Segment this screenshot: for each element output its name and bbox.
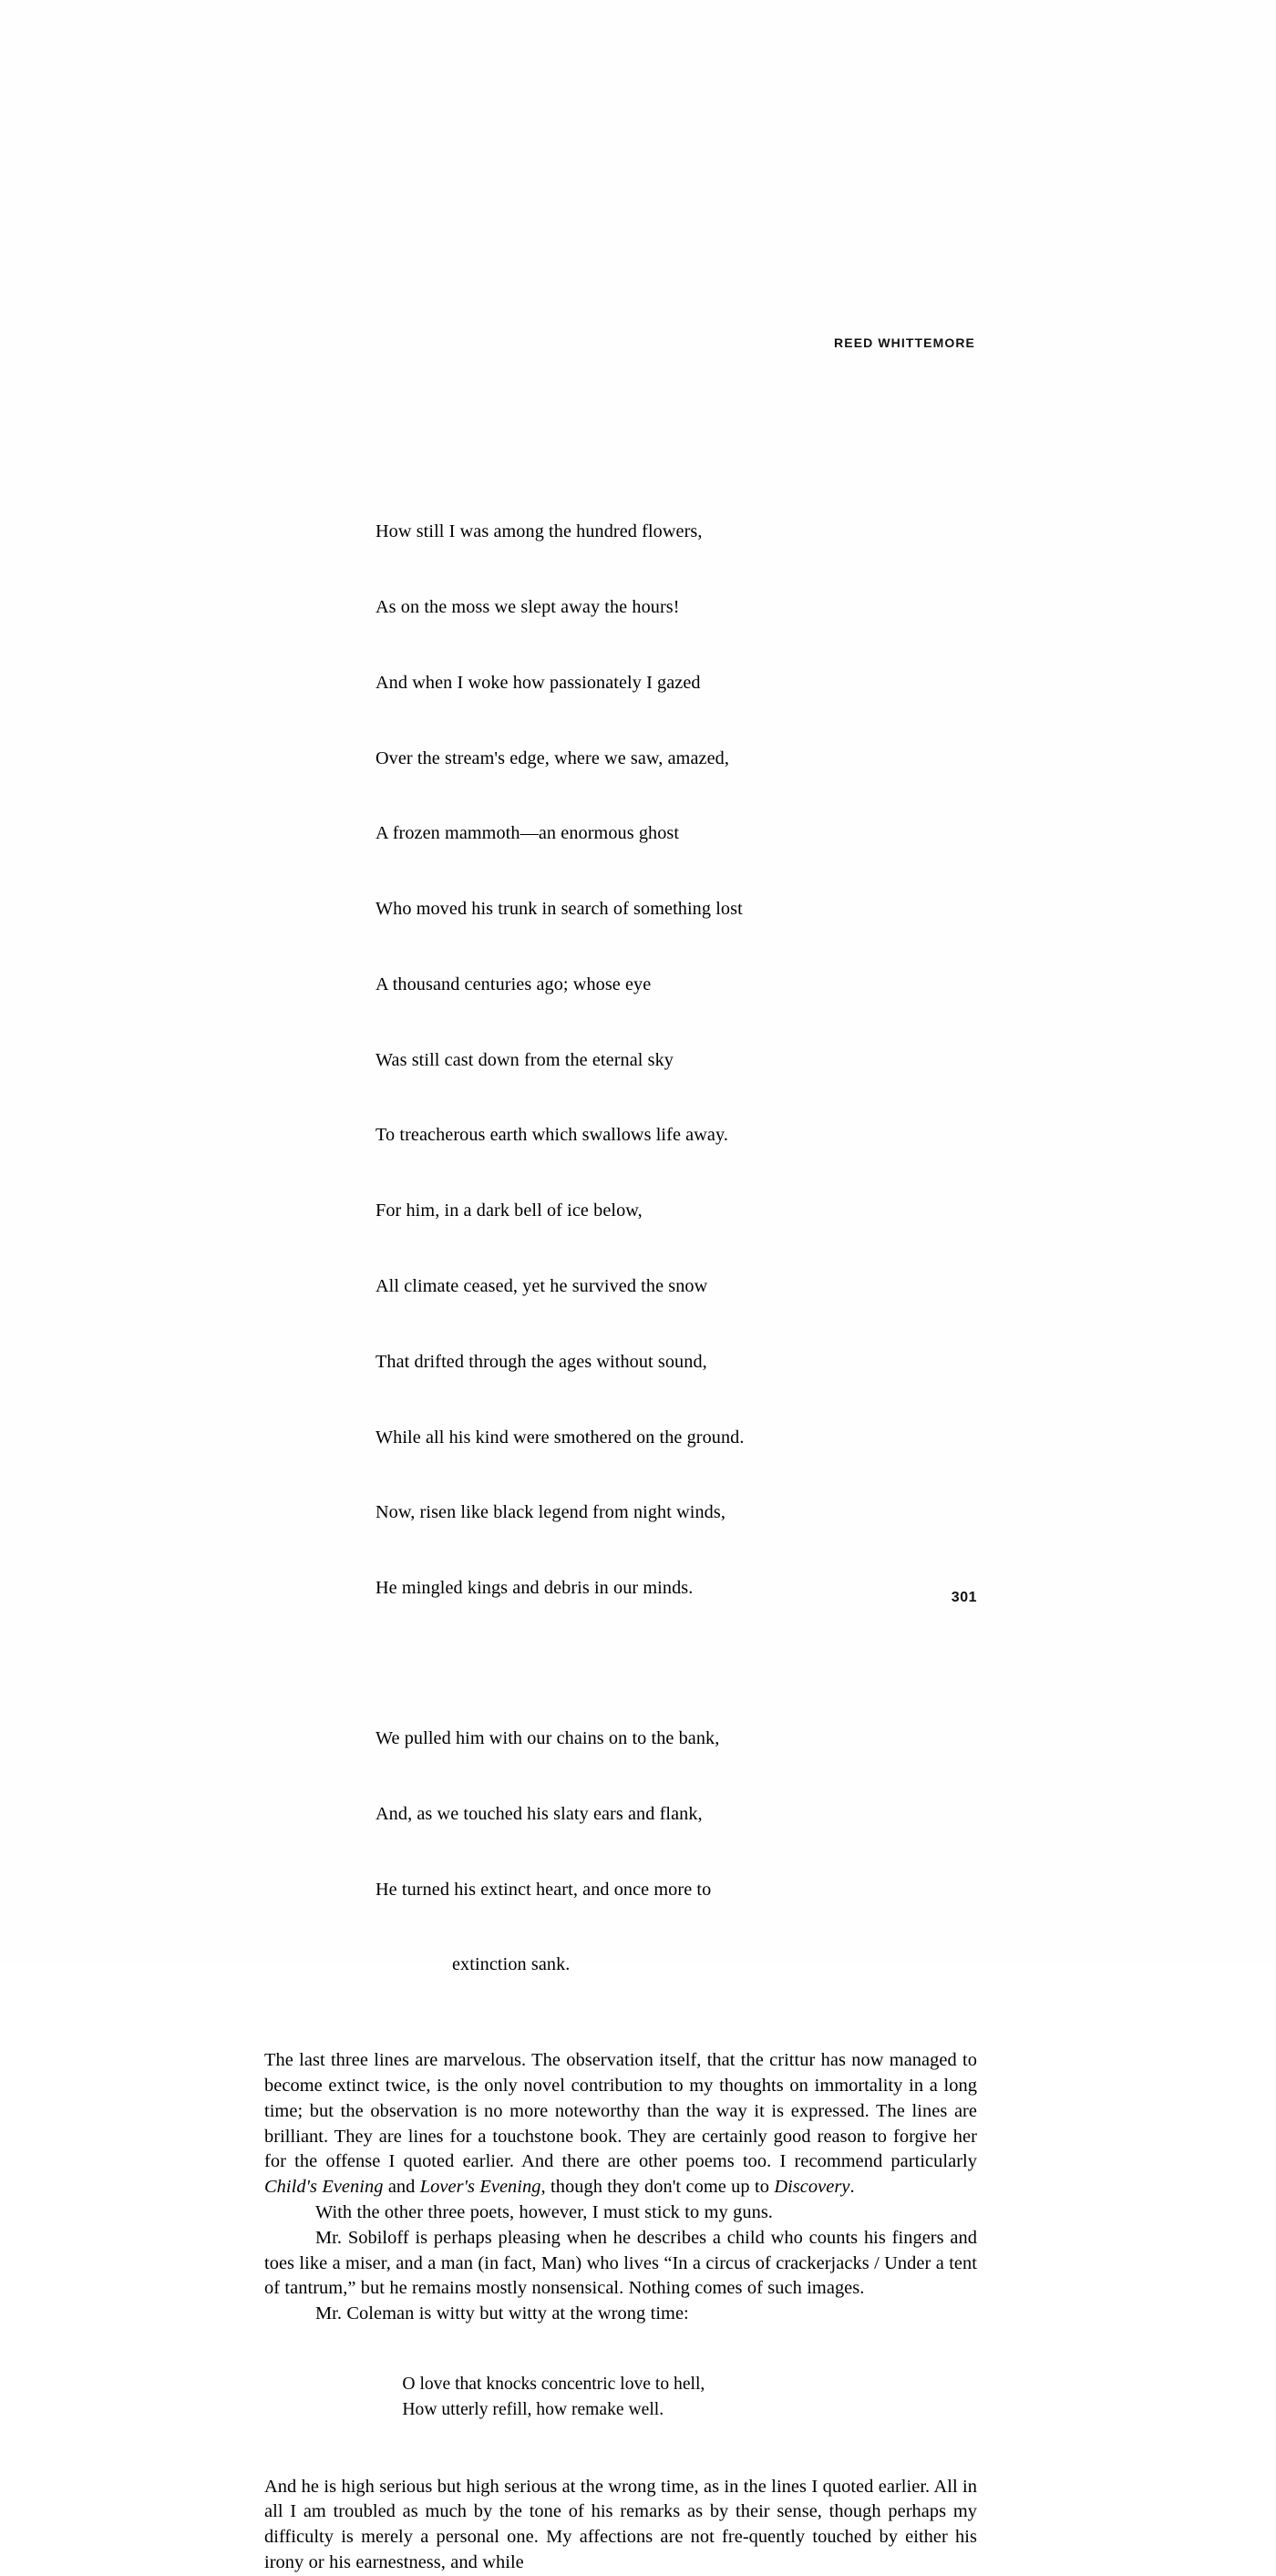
paragraph-marvelous-lines [264,2048,977,2200]
poem-title-discovery: Discovery [774,2177,850,2198]
poem-line: To treacherous earth which swallows life away. [376,1125,728,1146]
poem-line: Who moved his trunk in search of something lost [376,899,743,920]
poem-stanza-1 [264,469,977,1652]
poem-line: That drifted through the ages without sound, [376,1351,707,1372]
prose-run: and [383,2177,420,2198]
poem-title-lovers-evening: Lover's Evening [419,2177,541,2198]
poem-title-childs-evening: Child's Evening [264,2177,384,2198]
poem-line: Now, risen like black legend from night winds, [376,1502,725,1523]
poem-line: All climate ceased, yet he survived the snow [376,1276,708,1296]
poem-line: While all his kind were smothered on the ground. [376,1427,745,1448]
poem-line-final: extinction sank. [452,1954,571,1975]
poem-line: He mingled kings and debris in our minds. [376,1578,694,1599]
poem-line: We pulled him with our chains on to the bank, [376,1728,720,1749]
stanza-gap [264,1652,977,1676]
poem-line: A thousand centuries ago; whose eye [376,974,652,994]
text-column [264,469,977,2576]
block-gap [264,2028,977,2048]
poem-line: He turned his extinct heart, and once more to [376,1879,712,1900]
page-number: 301 [951,1590,977,1605]
quote-line: O love that knocks concentric love to hell, [402,2375,705,2395]
paragraph-high-serious: And he is high serious but high serious at the wrong time, as in the lines I quoted earlier. All in all I am troubled as much by the tone of his remarks as by their sense, though perhaps my difficulty is merely a personal one. My affections are not fre-quently touched by either his irony or his earnestness, and while [264,2476,977,2572]
poem-line: And when I woke how passionately I gazed [376,672,701,693]
poem-line: Over the stream's edge, where we saw, amazed, [376,747,729,768]
poem-line: Was still cast down from the eternal sky [376,1049,674,1070]
poem-line: And, as we touched his slaty ears and flank, [376,1803,703,1824]
block-gap [264,2447,977,2475]
block-gap [264,2327,977,2347]
prose-run: . [849,2177,855,2198]
poem-line: A frozen mammoth—an enormous ghost [376,823,680,844]
paragraph-sobiloff: Mr. Sobiloff is perhaps pleasing when he describes a child who counts his fingers and toes like a miser, and a man (in fact, Man) who lives “In a circus of crackerjacks / Under a tent of tantrum,” but he remains mostly nonsensical. Nothing comes of such images. [264,2227,977,2299]
poem-line: How still I was among the hundred flowers, [376,521,703,542]
coleman-quoted-verse [264,2347,977,2447]
prose-run: , though they don't come up to [540,2177,775,2198]
prose-run: The last three lines are marvelous. The observation itself, that the crittur has now managed to become extinct twice, is the only novel contribution to my thoughts on immortality in a long time; but the observation is no more noteworthy than the way it is expressed. The lines are brilliant. They are lines for a touchstone book. They are certainly good reason to forgive her for the offense I quoted earlier. And there are other poems too. I recommend particularly [264,2050,977,2172]
poem-stanza-2 [264,1676,977,2028]
paragraph-coleman-intro: Mr. Coleman is witty but witty at the wrong time: [315,2303,689,2324]
running-head: REED WHITTEMORE [834,335,975,350]
quote-line: How utterly refill, how remake well. [402,2399,664,2419]
poem-line: As on the moss we slept away the hours! [376,596,680,617]
poem-line: For him, in a dark bell of ice below, [376,1200,643,1221]
paragraph-other-three-poets: With the other three poets, however, I must stick to my guns. [315,2202,773,2222]
